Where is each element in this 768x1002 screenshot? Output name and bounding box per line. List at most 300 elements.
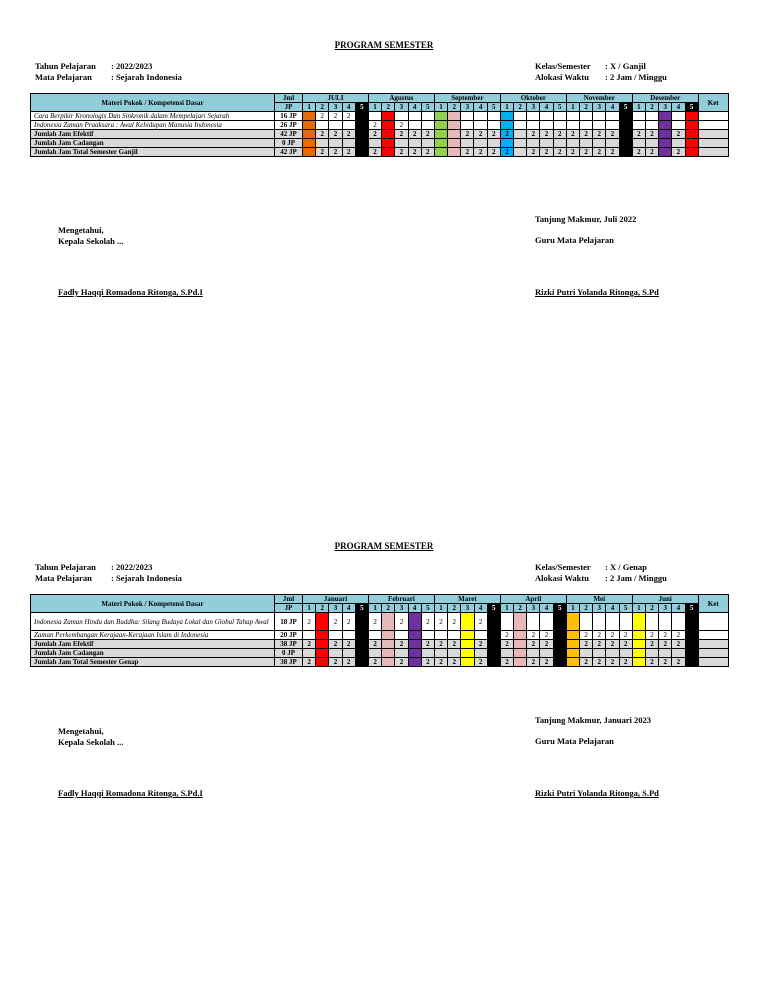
header-week: 3 [461, 604, 474, 613]
week-cell [448, 139, 461, 148]
week-cell [672, 613, 685, 631]
week-cell [593, 613, 606, 631]
week-cell [685, 658, 698, 667]
week-cell [474, 631, 487, 640]
week-cell: 2 [421, 613, 434, 631]
header-week: 4 [606, 103, 619, 112]
row-ket [698, 130, 728, 139]
week-cell: 2 [619, 631, 632, 640]
week-cell: 2 [632, 148, 645, 157]
header-week: 5 [553, 604, 566, 613]
week-cell [580, 613, 593, 631]
week-cell: 2 [659, 631, 672, 640]
week-cell [632, 112, 645, 121]
week-cell [316, 121, 329, 130]
row-jp: 38 JP [275, 658, 303, 667]
semester-page-genap [0, 501, 768, 1002]
week-cell: 2 [368, 640, 381, 649]
header-week: 4 [606, 604, 619, 613]
week-cell [303, 148, 316, 157]
row-label: Jumlah Jam Cadangan [31, 649, 275, 658]
week-cell [593, 121, 606, 130]
table-row [31, 139, 729, 148]
week-cell: 2 [434, 613, 447, 631]
week-cell [514, 130, 527, 139]
week-cell: 2 [659, 640, 672, 649]
week-cell [566, 613, 579, 631]
week-cell: 2 [368, 130, 381, 139]
table-row [31, 613, 729, 631]
week-cell [645, 649, 658, 658]
week-cell [355, 139, 368, 148]
week-cell [474, 112, 487, 121]
row-jp: 0 JP [275, 139, 303, 148]
week-cell [368, 649, 381, 658]
week-cell: 2 [329, 640, 342, 649]
week-cell [395, 649, 408, 658]
week-cell [461, 649, 474, 658]
week-cell [514, 658, 527, 667]
header-jp: JP [275, 103, 303, 112]
week-cell [659, 649, 672, 658]
week-cell [645, 112, 658, 121]
week-cell: 2 [368, 658, 381, 667]
place-date: Tanjung Makmur, Januari 2023 [535, 715, 652, 725]
week-cell [487, 139, 500, 148]
week-cell [553, 613, 566, 631]
week-cell: 2 [580, 148, 593, 157]
week-cell [685, 130, 698, 139]
week-cell [474, 121, 487, 130]
week-cell [342, 139, 355, 148]
week-cell: 2 [474, 640, 487, 649]
week-cell: 2 [342, 658, 355, 667]
week-cell [553, 139, 566, 148]
week-cell: 2 [500, 148, 513, 157]
week-cell [382, 112, 395, 121]
week-cell: 2 [448, 640, 461, 649]
header-week: 1 [500, 103, 513, 112]
week-cell: 2 [408, 130, 421, 139]
header-week: 2 [316, 103, 329, 112]
week-cell [619, 121, 632, 130]
week-cell: 2 [659, 658, 672, 667]
week-cell [553, 121, 566, 130]
week-cell: 2 [500, 130, 513, 139]
week-cell [540, 121, 553, 130]
header-week: 3 [593, 103, 606, 112]
week-cell [408, 121, 421, 130]
header-week: 5 [685, 604, 698, 613]
week-cell [382, 148, 395, 157]
week-cell: 2 [395, 148, 408, 157]
header-week: 4 [342, 103, 355, 112]
week-cell [487, 112, 500, 121]
week-cell [421, 121, 434, 130]
week-cell [685, 121, 698, 130]
week-cell [632, 139, 645, 148]
row-ket [698, 112, 728, 121]
week-cell [355, 148, 368, 157]
header-week: 4 [672, 103, 685, 112]
header-month: September [434, 94, 500, 103]
week-cell [342, 649, 355, 658]
week-cell [461, 658, 474, 667]
week-cell: 2 [303, 640, 316, 649]
info-left [35, 562, 182, 584]
header-week: 1 [632, 604, 645, 613]
week-cell: 2 [342, 640, 355, 649]
row-ket [698, 640, 728, 649]
kelas-label: Kelas/Semester [535, 61, 591, 71]
kelas-value: : X / Genap [605, 562, 647, 572]
week-cell [303, 139, 316, 148]
week-cell: 2 [329, 148, 342, 157]
week-cell: 2 [645, 658, 658, 667]
week-cell [606, 112, 619, 121]
week-cell [632, 613, 645, 631]
tahun-value: : 2022/2023 [111, 562, 153, 572]
week-cell [645, 139, 658, 148]
week-cell [434, 649, 447, 658]
week-cell: 2 [395, 640, 408, 649]
header-week: 5 [553, 103, 566, 112]
header-week: 5 [487, 103, 500, 112]
page-title: PROGRAM SEMESTER [334, 40, 434, 50]
week-cell [316, 658, 329, 667]
week-cell [659, 121, 672, 130]
week-cell [685, 112, 698, 121]
week-cell: 2 [593, 148, 606, 157]
week-cell [461, 139, 474, 148]
week-cell: 2 [606, 130, 619, 139]
week-cell: 2 [566, 130, 579, 139]
week-cell [659, 139, 672, 148]
header-week: 2 [514, 604, 527, 613]
week-cell: 2 [500, 640, 513, 649]
week-cell [342, 631, 355, 640]
week-cell [566, 658, 579, 667]
week-cell [408, 139, 421, 148]
week-cell [527, 112, 540, 121]
week-cell [355, 130, 368, 139]
week-cell: 2 [395, 658, 408, 667]
table-row [31, 130, 729, 139]
week-cell: 2 [527, 148, 540, 157]
week-cell [355, 640, 368, 649]
week-cell [566, 631, 579, 640]
week-cell [487, 658, 500, 667]
table-row [31, 631, 729, 640]
week-cell [303, 112, 316, 121]
header-week: 4 [474, 604, 487, 613]
week-cell: 2 [408, 148, 421, 157]
week-cell: 2 [421, 658, 434, 667]
week-cell [448, 112, 461, 121]
week-cell [461, 121, 474, 130]
week-cell [606, 139, 619, 148]
header-week: 4 [540, 103, 553, 112]
row-ket [698, 148, 728, 157]
week-cell: 2 [434, 640, 447, 649]
header-month: Oktober [500, 94, 566, 103]
week-cell [421, 112, 434, 121]
week-cell [303, 121, 316, 130]
info-left [35, 61, 182, 83]
week-cell [606, 121, 619, 130]
row-label: Jumlah Jam Total Semester Ganjil [31, 148, 275, 157]
header-month: Mei [566, 595, 632, 604]
header-week: 3 [329, 604, 342, 613]
week-cell [355, 613, 368, 631]
week-cell [685, 139, 698, 148]
week-cell [606, 613, 619, 631]
header-week: 3 [527, 103, 540, 112]
page-title: PROGRAM SEMESTER [334, 541, 434, 551]
week-cell [553, 649, 566, 658]
week-cell: 2 [368, 148, 381, 157]
week-cell [448, 631, 461, 640]
week-cell [540, 112, 553, 121]
week-cell [461, 112, 474, 121]
row-label: Zaman Perkembangan Kerajaan-Kerajaan Islam di Indonesia [31, 631, 275, 640]
week-cell [461, 613, 474, 631]
week-cell: 2 [303, 613, 316, 631]
week-cell [514, 139, 527, 148]
week-cell: 2 [593, 130, 606, 139]
header-week: 5 [619, 604, 632, 613]
week-cell: 2 [672, 640, 685, 649]
week-cell: 2 [329, 613, 342, 631]
header-month: Maret [434, 595, 500, 604]
week-cell [448, 121, 461, 130]
week-cell [632, 649, 645, 658]
row-label: Indonesia Zaman Praaksara : Awal Kehidupan Manusia Indonesia [31, 121, 275, 130]
header-week: 3 [527, 604, 540, 613]
week-cell [316, 640, 329, 649]
week-cell: 2 [329, 112, 342, 121]
week-cell: 2 [580, 658, 593, 667]
header-week: 1 [303, 604, 316, 613]
week-cell [553, 640, 566, 649]
header-week: 5 [685, 103, 698, 112]
week-cell [514, 640, 527, 649]
week-cell: 2 [580, 640, 593, 649]
week-cell [593, 139, 606, 148]
week-cell [355, 121, 368, 130]
week-cell [461, 631, 474, 640]
week-cell [514, 631, 527, 640]
header-ket: Ket [698, 595, 728, 613]
header-week: 1 [368, 103, 381, 112]
kepsek-name: Fadly Haqqi Romadona Ritonga, S.Pd.I [58, 788, 203, 798]
week-cell [487, 649, 500, 658]
row-jp: 26 JP [275, 121, 303, 130]
week-cell [672, 649, 685, 658]
header-week: 1 [566, 604, 579, 613]
week-cell [580, 649, 593, 658]
week-cell: 2 [421, 640, 434, 649]
guru-title: Guru Mata Pelajaran [535, 235, 614, 245]
week-cell [514, 649, 527, 658]
week-cell [659, 613, 672, 631]
week-cell [303, 130, 316, 139]
week-cell [421, 631, 434, 640]
table-row [31, 112, 729, 121]
week-cell [500, 121, 513, 130]
week-cell [382, 631, 395, 640]
week-cell: 2 [395, 613, 408, 631]
week-cell: 2 [580, 631, 593, 640]
row-label: Jumlah Jam Efektif [31, 640, 275, 649]
week-cell [434, 139, 447, 148]
week-cell: 2 [342, 112, 355, 121]
week-cell [303, 631, 316, 640]
week-cell: 2 [540, 631, 553, 640]
header-week: 5 [421, 103, 434, 112]
week-cell: 2 [672, 631, 685, 640]
week-cell [487, 121, 500, 130]
week-cell [540, 613, 553, 631]
mapel-label: Mata Pelajaran [35, 573, 92, 583]
header-jml: Jml [275, 595, 303, 604]
header-month: April [500, 595, 566, 604]
week-cell: 2 [645, 640, 658, 649]
row-label: Indonesia Zaman Hindu dan Buddha: Silang Budaya Lokal dan Global Tahap Awal [31, 613, 275, 631]
week-cell: 2 [593, 658, 606, 667]
week-cell [500, 649, 513, 658]
header-week: 3 [659, 103, 672, 112]
header-month: JULI [303, 94, 369, 103]
week-cell [382, 613, 395, 631]
week-cell [619, 112, 632, 121]
week-cell: 2 [606, 640, 619, 649]
header-week: 1 [303, 103, 316, 112]
week-cell: 2 [527, 631, 540, 640]
week-cell: 2 [606, 658, 619, 667]
week-cell [395, 139, 408, 148]
mapel-label: Mata Pelajaran [35, 72, 92, 82]
tahun-label: Tahun Pelajaran [35, 61, 96, 71]
week-cell [382, 649, 395, 658]
program-semester-table [30, 594, 729, 667]
week-cell [382, 640, 395, 649]
signature-left [58, 726, 123, 748]
week-cell [368, 139, 381, 148]
header-jml: Jml [275, 94, 303, 103]
header-week: 3 [461, 103, 474, 112]
week-cell [580, 121, 593, 130]
week-cell [619, 148, 632, 157]
week-cell: 2 [342, 613, 355, 631]
week-cell [553, 112, 566, 121]
week-cell [527, 649, 540, 658]
week-cell [316, 139, 329, 148]
row-jp: 18 JP [275, 613, 303, 631]
row-jp: 42 JP [275, 130, 303, 139]
header-week: 3 [329, 103, 342, 112]
header-week: 4 [540, 604, 553, 613]
week-cell [500, 112, 513, 121]
week-cell [316, 631, 329, 640]
week-cell [659, 130, 672, 139]
table-row [31, 658, 729, 667]
week-cell [421, 649, 434, 658]
header-week: 2 [514, 103, 527, 112]
week-cell: 2 [474, 613, 487, 631]
week-cell [566, 112, 579, 121]
week-cell: 2 [448, 658, 461, 667]
week-cell: 2 [474, 148, 487, 157]
week-cell [632, 640, 645, 649]
header-week: 3 [659, 604, 672, 613]
header-week: 3 [593, 604, 606, 613]
week-cell: 2 [303, 658, 316, 667]
table-row [31, 649, 729, 658]
week-cell [619, 130, 632, 139]
week-cell [685, 148, 698, 157]
week-cell: 2 [421, 130, 434, 139]
week-cell [408, 640, 421, 649]
week-cell: 2 [329, 130, 342, 139]
week-cell [329, 139, 342, 148]
week-cell [355, 658, 368, 667]
header-week: 2 [580, 604, 593, 613]
week-cell [540, 649, 553, 658]
week-cell [408, 649, 421, 658]
week-cell [659, 112, 672, 121]
row-jp: 16 JP [275, 112, 303, 121]
row-label: Cara Berpikir Kronologis Dan Sinkronik dalam Mempelajari Sejarah [31, 112, 275, 121]
tahun-label: Tahun Pelajaran [35, 562, 96, 572]
week-cell: 2 [527, 658, 540, 667]
week-cell [487, 640, 500, 649]
week-cell: 2 [316, 148, 329, 157]
week-cell [566, 649, 579, 658]
header-week: 3 [395, 604, 408, 613]
week-cell: 2 [368, 121, 381, 130]
header-week: 2 [316, 604, 329, 613]
header-week: 1 [632, 103, 645, 112]
week-cell [382, 130, 395, 139]
week-cell [540, 139, 553, 148]
week-cell [619, 649, 632, 658]
header-week: 3 [395, 103, 408, 112]
week-cell [566, 121, 579, 130]
week-cell [685, 631, 698, 640]
week-cell [461, 640, 474, 649]
header-materi: Materi Pokok / Kompetensi Dasar [31, 94, 275, 112]
mengetahui-text: Mengetahui, [58, 726, 104, 736]
week-cell [448, 130, 461, 139]
week-cell: 2 [606, 631, 619, 640]
header-week: 5 [487, 604, 500, 613]
header-month: Desember [632, 94, 698, 103]
kepsek-title: Kepala Sekolah ... [58, 737, 124, 747]
week-cell [619, 613, 632, 631]
tahun-value: : 2022/2023 [111, 61, 153, 71]
week-cell [553, 631, 566, 640]
week-cell [514, 148, 527, 157]
row-ket [698, 658, 728, 667]
week-cell [474, 139, 487, 148]
week-cell [448, 649, 461, 658]
week-cell: 2 [580, 130, 593, 139]
week-cell [566, 139, 579, 148]
table-row [31, 148, 729, 157]
header-materi: Materi Pokok / Kompetensi Dasar [31, 595, 275, 613]
week-cell [434, 130, 447, 139]
